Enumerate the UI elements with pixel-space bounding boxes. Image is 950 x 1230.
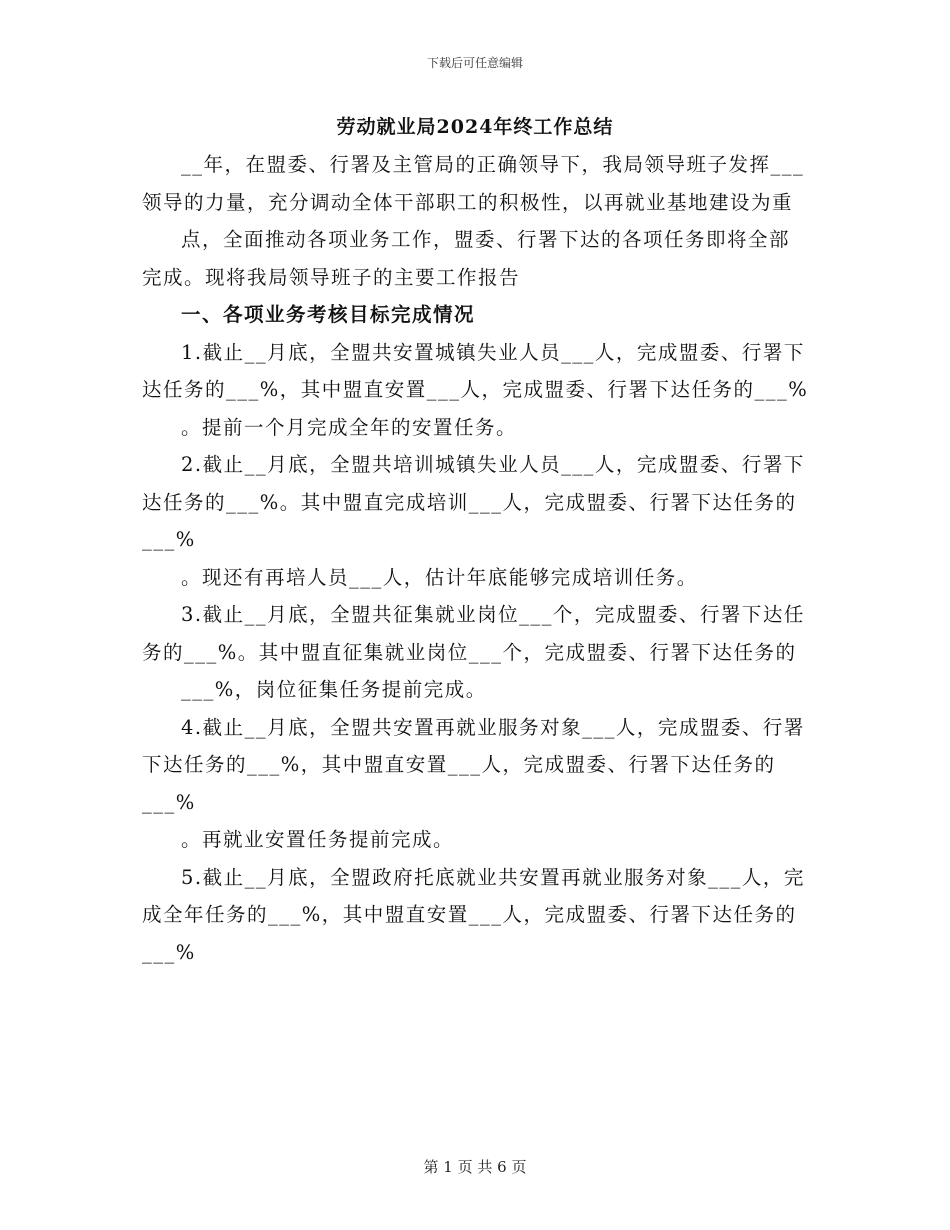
paragraph-item-1: 1.截止__月底，全盟共安置城镇失业人员___人，完成盟委、行署下达任务的___%，其中盟直安置___人，完成盟委、行署下达任务的___% <box>142 340 809 401</box>
document-title: 劳动就业局2024年终工作总结 <box>336 116 614 138</box>
header-note: 下载后可任意编辑 <box>426 56 523 70</box>
paragraph-item-3-cont: ___%，岗位征集任务提前完成。 <box>181 678 487 701</box>
document-body <box>142 146 810 971</box>
paragraph-item-2: 2.截止__月底，全盟共培训城镇失业人员___人，完成盟委、行署下达任务的___%。其中盟直完成培训___人，完成盟委、行署下达任务的___% <box>142 453 805 551</box>
paragraph-intro-2: 点，全面推动各项业务工作，盟委、行署下达的各项任务即将全部完成。现将我局领导班子的主要工作报告 <box>142 228 791 289</box>
paragraph-item-4: 4.截止__月底，全盟共安置再就业服务对象___人，完成盟委、行署下达任务的___%，其中盟直安置___人，完成盟委、行署下达任务的___% <box>142 715 805 814</box>
section-heading-1: 一、各项业务考核目标完成情况 <box>181 303 476 326</box>
paragraph-intro-1: __年，在盟委、行署及主管局的正确领导下，我局领导班子发挥___领导的力量，充分调动全体干部职工的积极性，以再就业基地建设为重 <box>142 153 805 214</box>
paragraph-item-2-cont: 。现还有再培人员___人，估计年底能够完成培训任务。 <box>181 565 698 589</box>
paragraph-item-1-cont: 。提前一个月完成全年的安置任务。 <box>181 415 518 439</box>
paragraph-item-5: 5.截止__月底，全盟政府托底就业共安置再就业服务对象___人，完成全年任务的___%，其中盟直安置___人，完成盟委、行署下达任务的___% <box>142 865 805 964</box>
paragraph-item-3: 3.截止__月底，全盟共征集就业岗位___个，完成盟委、行署下达任务的___%。其中盟直征集就业岗位___个，完成盟委、行署下达任务的 <box>142 603 805 664</box>
paragraph-item-4-cont: 。再就业安置任务提前完成。 <box>181 828 455 851</box>
page-number: 第 1 页 共 6 页 <box>423 1158 527 1176</box>
